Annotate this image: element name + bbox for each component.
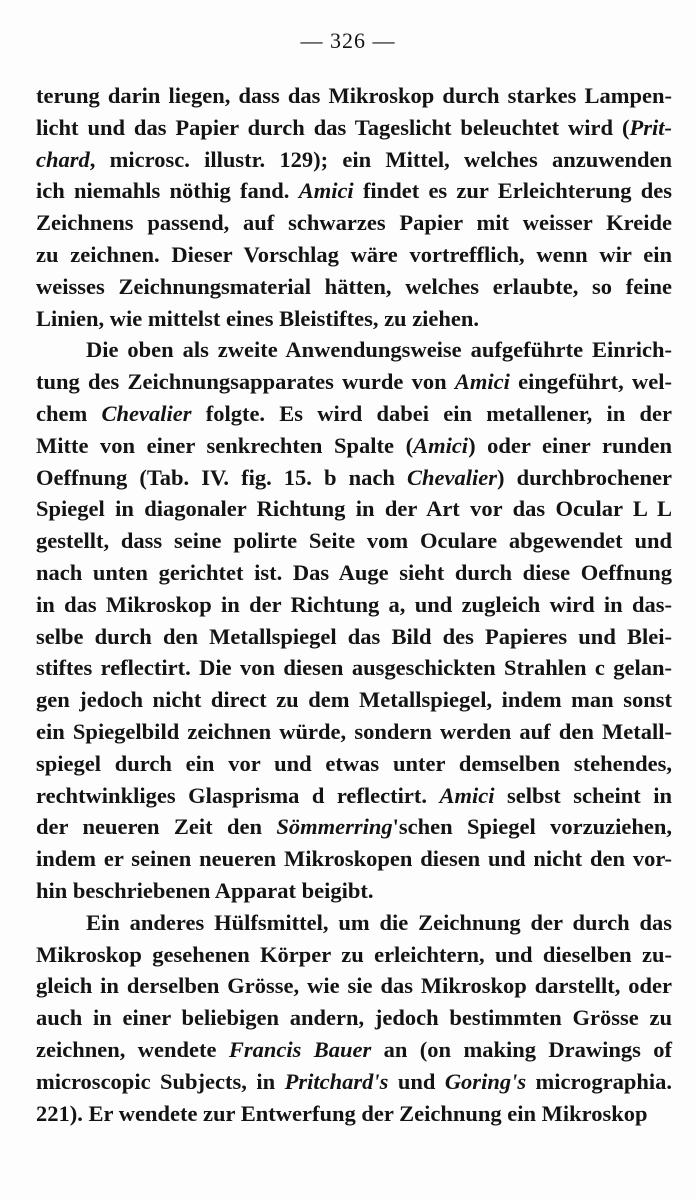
paragraph xyxy=(36,80,672,334)
text-run: terung darin liegen, dass das Mikroskop durch starkes Lampen- xyxy=(36,83,672,108)
text-line xyxy=(36,398,672,430)
text-run: spiegel durch ein vor und etwas unter demselben stehendes, xyxy=(36,750,672,776)
text-line xyxy=(36,271,672,303)
text-run: micrographia. xyxy=(526,1068,672,1094)
text-line xyxy=(36,462,672,494)
text-line xyxy=(36,907,672,939)
text-line xyxy=(36,621,672,653)
emphasized-name: Chevalier xyxy=(406,464,497,490)
text-line xyxy=(36,716,672,748)
text-run: folgte. Es wird dabei ein metallener, in der xyxy=(191,400,672,426)
text-line xyxy=(36,430,672,462)
text-run: ) durchbrochener xyxy=(496,464,672,490)
text-line xyxy=(36,843,672,875)
text-line xyxy=(36,557,672,589)
text-run: nach unten gerichtet ist. Das Auge sieht durch diese Oeffnung xyxy=(36,559,672,585)
text-run: und xyxy=(388,1068,445,1094)
paragraph xyxy=(36,334,672,906)
text-line xyxy=(36,525,672,557)
text-run: Ein anderes Hülfsmittel, um die Zeichnung der durch das xyxy=(86,909,672,935)
emphasized-name: Sömmerring xyxy=(276,814,393,840)
text-line xyxy=(36,1002,672,1034)
page-number-header: — 326 — xyxy=(300,28,396,53)
text-run: 'schen Spiegel vorzuziehen, xyxy=(392,814,672,840)
text-run: Zeichnens passend, auf schwarzes Papier mit weisser Kreide xyxy=(36,210,672,236)
text-line xyxy=(36,366,672,398)
emphasized-name: Amici xyxy=(454,369,510,395)
text-run: ) oder einer runden xyxy=(468,432,672,458)
text-run: gleich in derselben Grösse, wie sie das Mikroskop darstellt, oder xyxy=(36,973,672,999)
text-line xyxy=(36,652,672,684)
text-run: findet es zur Erleichterung des xyxy=(353,178,672,204)
text-run: gen jedoch nicht direct zu dem Metallspiegel, indem man sonst xyxy=(36,687,672,713)
text-run: gestellt, dass seine polirte Seite vom Oculare abgewendet und xyxy=(36,528,672,554)
text-run: eingeführt, wel- xyxy=(509,369,673,395)
text-line xyxy=(36,970,672,1002)
text-run: 221). Er wendete zur Entwerfung der Zeichnung ein Mikroskop xyxy=(36,1100,648,1126)
text-run: auch in einer beliebigen andern, jedoch bestimmten Grösse zu xyxy=(36,1005,672,1031)
emphasized-name: Prit- xyxy=(629,114,672,140)
text-line xyxy=(36,303,672,335)
text-line xyxy=(36,589,672,621)
text-line xyxy=(36,748,672,780)
text-line xyxy=(36,1098,672,1130)
text-line xyxy=(36,175,672,207)
text-run: selbe durch den Metallspiegel das Bild des Papieres und Blei- xyxy=(36,623,672,649)
text-run: in das Mikroskop in der Richtung a, und zugleich wird in das- xyxy=(36,591,672,617)
text-run: licht und das Papier durch das Tageslicht beleuchtet wird ( xyxy=(36,114,630,140)
text-line xyxy=(36,684,672,716)
text-run: ich niemahls nöthig fand. xyxy=(36,178,299,204)
text-line xyxy=(36,239,672,271)
text-run: chem xyxy=(36,400,102,426)
text-run: weisses Zeichnungsmaterial hätten, welches erlaubte, so feine xyxy=(36,273,672,299)
text-line xyxy=(36,1034,672,1066)
text-line xyxy=(36,207,672,239)
body-text xyxy=(36,80,672,1129)
text-run: Mikroskop gesehenen Körper zu erleichtern, und dieselben zu- xyxy=(36,941,672,967)
emphasized-name: Chevalier xyxy=(101,400,192,426)
text-line xyxy=(36,80,672,112)
emphasized-name: Francis Bauer xyxy=(228,1036,372,1062)
text-run: microscopic Subjects, in xyxy=(36,1068,285,1094)
text-run: Mitte von einer senkrechten Spalte ( xyxy=(36,432,414,458)
text-run: an (on making Drawings of xyxy=(371,1036,672,1062)
text-run: Oeffnung (Tab. IV. fig. 15. b nach xyxy=(36,464,407,490)
text-run: indem er seinen neueren Mikroskopen diesen und nicht den vor- xyxy=(36,846,672,872)
text-line xyxy=(36,334,672,366)
text-line xyxy=(36,144,672,176)
text-line xyxy=(36,1066,672,1098)
text-run: Linien, wie mittelst eines Bleistiftes, zu ziehen. xyxy=(36,305,480,331)
emphasized-name: Amici xyxy=(439,782,495,808)
emphasized-name: Amici xyxy=(413,432,469,458)
text-line xyxy=(36,811,672,843)
text-run: zu zeichnen. Dieser Vorschlag wäre vortrefflich, wenn wir ein xyxy=(36,241,672,267)
text-run: Spiegel in diagonaler Richtung in der Art vor das Ocular L L xyxy=(36,496,672,522)
text-run: hin beschriebenen Apparat beigibt. xyxy=(36,877,374,903)
text-line xyxy=(36,875,672,907)
paragraph xyxy=(36,907,672,1130)
text-line xyxy=(36,493,672,525)
text-line xyxy=(36,780,672,812)
text-run: der neueren Zeit den xyxy=(36,814,277,840)
text-run: , microsc. illustr. 129); ein Mittel, welches anzuwenden xyxy=(89,146,672,172)
emphasized-name: Pritchard's xyxy=(284,1068,389,1094)
emphasized-name: Amici xyxy=(298,178,354,204)
text-run: selbst scheint in xyxy=(494,782,672,808)
text-line xyxy=(36,112,672,144)
emphasized-name: chard xyxy=(36,146,90,172)
text-run: Die oben als zweite Anwendungsweise aufgeführte Einrich- xyxy=(86,337,672,363)
text-run: tung des Zeichnungsapparates wurde von xyxy=(36,369,455,395)
text-run: stiftes reflectirt. Die von diesen ausgeschickten Strahlen c gelan- xyxy=(36,655,672,681)
text-run: zeichnen, wendete xyxy=(36,1036,229,1062)
text-run: ein Spiegelbild zeichnen würde, sondern werden auf den Metall- xyxy=(36,718,672,744)
text-line xyxy=(36,939,672,971)
emphasized-name: Goring's xyxy=(444,1068,527,1094)
text-run: rechtwinkliges Glasprisma d reflectirt. xyxy=(36,782,440,808)
